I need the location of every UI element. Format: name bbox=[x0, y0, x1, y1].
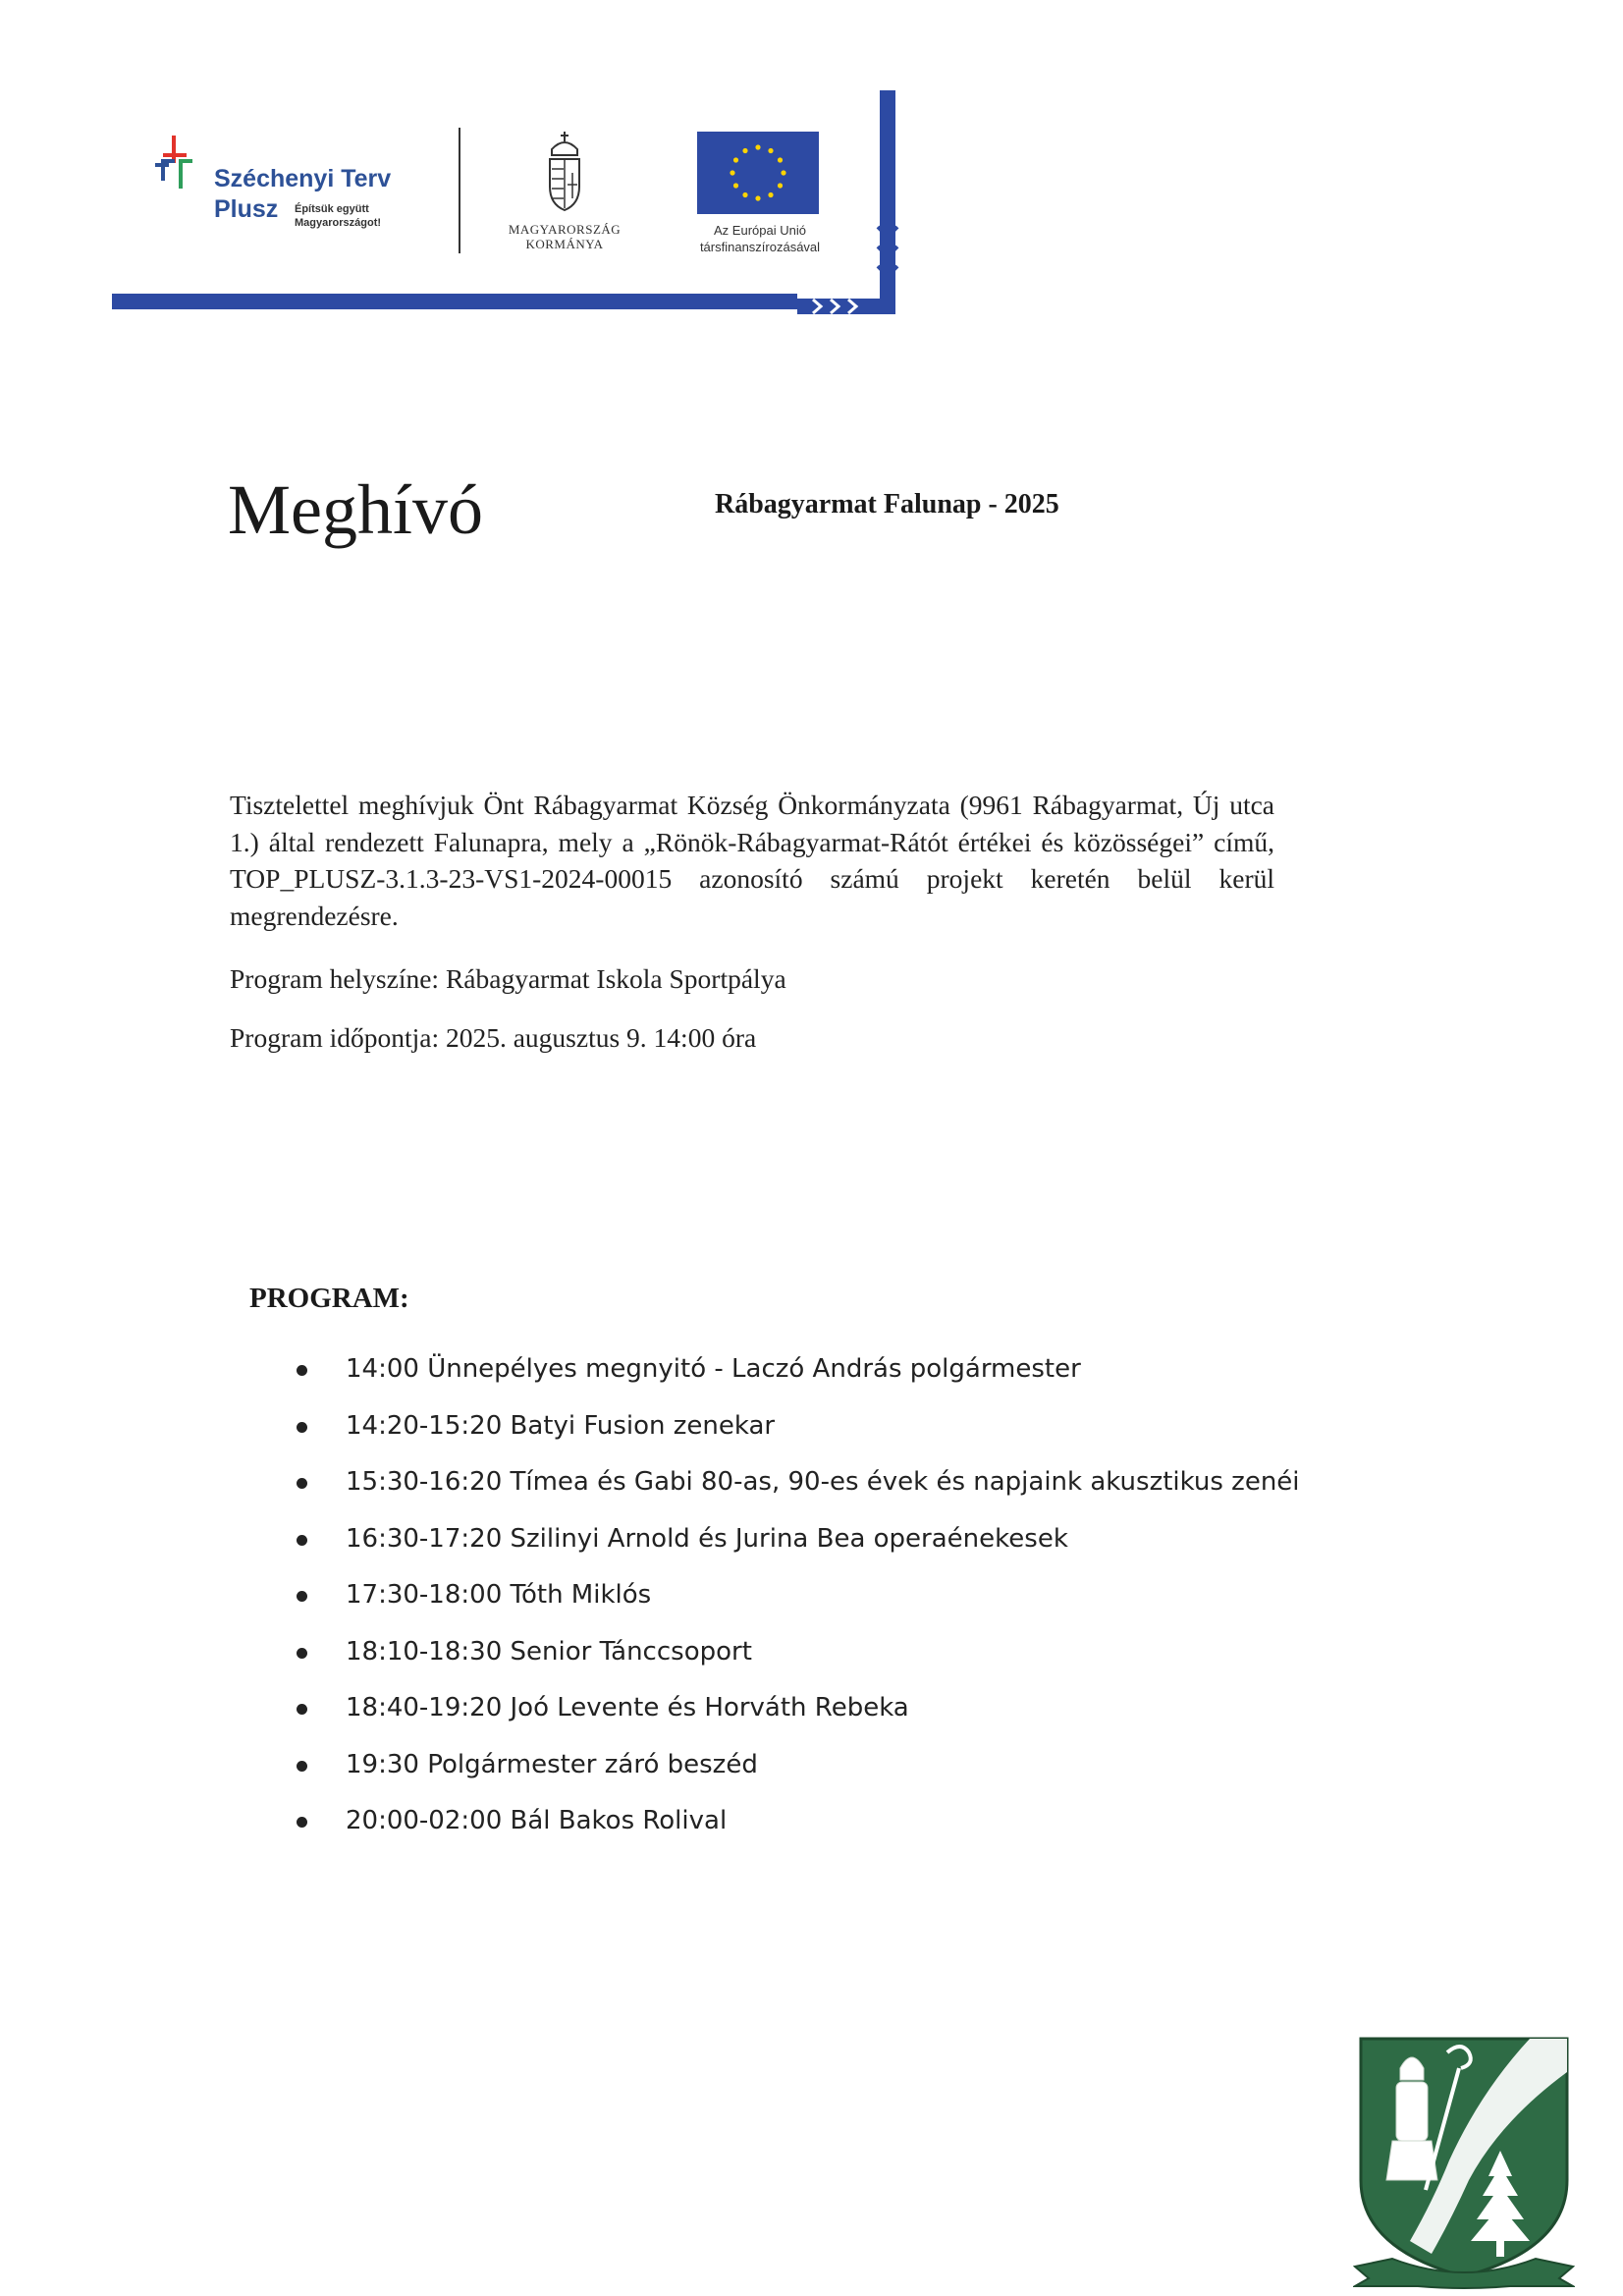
list-item bbox=[295, 1454, 1335, 1511]
bullet-icon bbox=[297, 1422, 307, 1433]
eu-line-2: társfinanszírozásával bbox=[699, 240, 821, 254]
szechenyi-title: Széchenyi Terv bbox=[214, 165, 392, 192]
eu-line-1: Az Európai Unió bbox=[714, 223, 806, 238]
hungary-coat-of-arms-icon bbox=[544, 130, 585, 214]
document-title: Meghívó bbox=[228, 470, 483, 549]
chevron-down-icon bbox=[875, 223, 900, 282]
government-line-2: KORMÁNYA bbox=[525, 237, 604, 251]
program-time: Program időpontja: 2025. augusztus 9. 14:00 óra bbox=[230, 1022, 757, 1053]
bullet-icon bbox=[297, 1591, 307, 1602]
funding-banner bbox=[112, 90, 897, 318]
bullet-icon bbox=[297, 1817, 307, 1828]
szechenyi-cross-icon bbox=[155, 136, 194, 194]
list-item bbox=[295, 1793, 1335, 1850]
bullet-icon bbox=[297, 1761, 307, 1772]
village-coat-of-arms-icon bbox=[1353, 2033, 1575, 2290]
program-item-text: 18:10-18:30 Senior Tánccsoport bbox=[346, 1636, 752, 1667]
program-list bbox=[295, 1341, 1335, 1850]
program-location: Program helyszíne: Rábagyarmat Iskola Sportpálya bbox=[230, 963, 786, 994]
bullet-icon bbox=[297, 1535, 307, 1546]
program-heading: PROGRAM: bbox=[249, 1283, 409, 1314]
government-line-1: MAGYARORSZÁG bbox=[508, 222, 622, 237]
list-item bbox=[295, 1680, 1335, 1737]
szechenyi-plus: Plusz bbox=[214, 195, 279, 223]
chevron-right-icon bbox=[799, 295, 868, 314]
intro-paragraph: Tisztelettel meghívjuk Önt Rábagyarmat Község Önkormányzata (9961 Rábagyarmat, Új utca 1.) által rendezett Falunapra, mely a „Rönök-Rábagyarmat-Rátót értékei és közösségei” című, TOP_PLUSZ-3.1.3-23-VS1-2024-00015 azonosító számú projekt keretén belül kerül megrendezésre. bbox=[230, 790, 1274, 931]
bullet-icon bbox=[297, 1365, 307, 1376]
program-item-text: 20:00-02:00 Bál Bakos Rolival bbox=[346, 1806, 728, 1835]
bullet-icon bbox=[297, 1648, 307, 1659]
program-item-text: 16:30-17:20 Szilinyi Arnold és Jurina Bea operaénekesek bbox=[346, 1523, 1068, 1554]
program-item-text: 17:30-18:00 Tóth Miklós bbox=[346, 1580, 652, 1610]
government-label bbox=[489, 222, 640, 251]
eu-flag-icon bbox=[697, 132, 819, 214]
program-item-text: 18:40-19:20 Joó Levente és Horváth Rebeka bbox=[346, 1693, 909, 1722]
szechenyi-slogan: Építsük együtt Magyarországot! bbox=[295, 203, 382, 229]
program-item-text: 19:30 Polgármester záró beszéd bbox=[346, 1749, 758, 1779]
bullet-icon bbox=[297, 1704, 307, 1715]
list-item bbox=[295, 1737, 1335, 1794]
eu-cofinance-label bbox=[662, 222, 858, 255]
program-item-text: 14:20-15:20 Batyi Fusion zenekar bbox=[346, 1410, 776, 1441]
banner-bottom-bar bbox=[112, 294, 797, 309]
list-item bbox=[295, 1341, 1335, 1398]
list-item bbox=[295, 1398, 1335, 1455]
logo-divider bbox=[459, 128, 460, 253]
program-item-text: 14:00 Ünnepélyes megnyitó - Laczó András polgármester bbox=[346, 1354, 1081, 1384]
list-item bbox=[295, 1567, 1335, 1624]
program-item-text: 15:30-16:20 Tímea és Gabi 80-as, 90-es évek és napjaink akusztikus zenéi bbox=[346, 1467, 1300, 1497]
list-item bbox=[295, 1511, 1335, 1568]
bullet-icon bbox=[297, 1478, 307, 1489]
document-subtitle: Rábagyarmat Falunap - 2025 bbox=[715, 489, 1059, 519]
list-item bbox=[295, 1624, 1335, 1681]
